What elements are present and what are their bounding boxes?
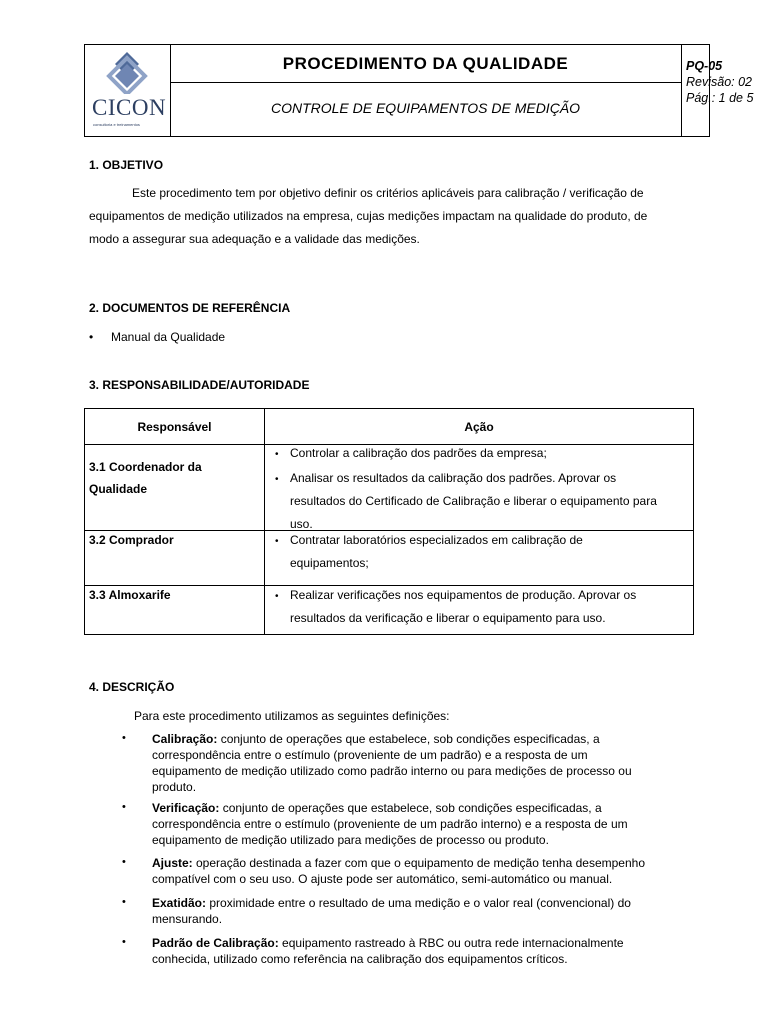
column-header-acao: Ação [464,420,494,434]
table-row-action: Analisar os resultados da calibração dos padrões. Aprovar os [290,471,617,485]
bullet: • [122,801,126,813]
document-code: PQ-05 [686,59,723,73]
table-row-resp: Qualidade [89,482,148,496]
table-row-action: equipamentos; [290,556,369,570]
company-logo [85,45,171,136]
logo-text: CICON [92,95,167,120]
bullet: • [275,474,279,485]
reference-item: Manual da Qualidade [111,330,226,344]
bullet: • [122,732,126,744]
bullet: • [275,449,279,460]
definition-item: Ajuste: operação destinada a fazer com que o equipamento de medição tenha desempenho [152,856,645,870]
definition-item: Exatidão: proximidade entre o resultado de uma medição e o valor real (convencional) do [152,896,631,910]
document-header [84,44,754,137]
definition-line: produto. [152,780,197,794]
bullet: • [275,536,279,547]
table-row-action: resultados da verificação e liberar o equipamento para uso. [290,611,606,625]
definition-line: compatível com o seu uso. O ajuste pode ser automático, semi-automático ou manual. [152,872,613,886]
definition-item: Verificação: conjunto de operações que estabelece, sob condições especificadas, a [152,801,602,815]
definition-item: Padrão de Calibração: equipamento rastreado à RBC ou outra rede internacionalmente [152,936,624,950]
table-row-resp: 3.2 Comprador [89,533,174,547]
document-revision: Revisão: 02 [686,75,753,89]
definition-line: equipamento de medição utilizado para medições de processo ou produto. [152,833,549,847]
document-subtitle: CONTROLE DE EQUIPAMENTOS DE MEDIÇÃO [270,100,581,116]
definition-item: Calibração: conjunto de operações que estabelece, sob condições especificadas, a [152,732,600,746]
table-row-action: uso. [290,517,313,531]
section-2-heading: 2. DOCUMENTOS DE REFERÊNCIA [89,301,291,315]
table-row-resp: 3.1 Coordenador da [89,460,202,474]
page-number: Pág.: 1 de 5 [686,91,754,105]
table-row-action: Realizar verificações nos equipamentos de produção. Aprovar os [290,588,637,602]
logo-tagline: consultoria e treinamentos [93,122,140,127]
section-1-heading: 1. OBJETIVO [89,158,164,172]
objective-line-3: modo a assegurar sua adequação e a validade das medições. [89,232,420,246]
definition-line: equipamento de medição utilizado como padrão interno ou para medições de processo ou [152,764,632,778]
definition-line: conhecida, utilizado como referência na calibração dos equipamentos críticos. [152,952,568,966]
table-row-action: Controlar a calibração dos padrões da empresa; [290,446,547,460]
bullet: • [275,591,279,602]
column-header-responsavel: Responsável [137,420,212,434]
responsibility-table [84,408,694,635]
section-4-heading: 4. DESCRIÇÃO [89,680,175,694]
section-3-heading: 3. RESPONSABILIDADE/AUTORIDADE [89,378,310,392]
table-row-action: resultados do Certificado de Calibração e liberar o equipamento para [290,494,657,508]
objective-line-1: Este procedimento tem por objetivo definir os critérios aplicáveis para calibração / verificação de [132,186,644,200]
bullet: • [122,896,126,908]
table-row-resp: 3.3 Almoxarife [89,588,171,602]
description-intro: Para este procedimento utilizamos as seguintes definições: [134,709,450,723]
bullet: • [122,856,126,868]
objective-line-2: equipamentos de medição utilizados na empresa, cujas medições impactam na qualidade do produto, de [89,209,648,223]
table-row-action: Contratar laboratórios especializados em calibração de [290,533,583,547]
bullet: • [122,936,126,948]
logo-diamond-icon [105,50,149,94]
reference-bullet: • [89,330,94,344]
document-title: PROCEDIMENTO DA QUALIDADE [170,45,681,83]
definition-line: correspondência entre o estímulo (proveniente de um padrão interno) e a resposta de um [152,817,628,831]
definition-line: mensurando. [152,912,223,926]
definition-line: correspondência entre o estímulo (proveniente de um padrão) e a resposta de um [152,748,588,762]
